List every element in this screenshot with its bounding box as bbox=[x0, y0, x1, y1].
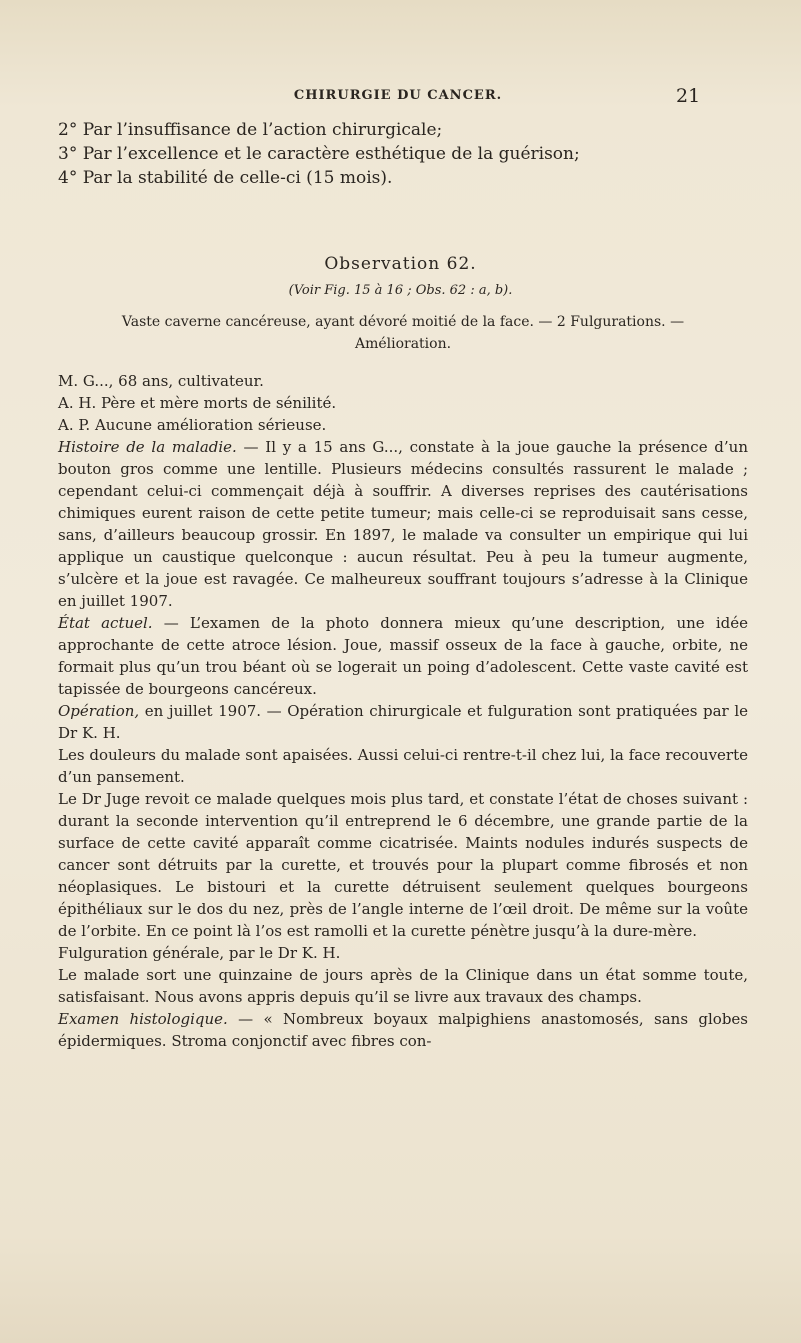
paragraph-text: — L’examen de la photo donnera mieux qu’une description, une idée approchante de cette atroce lésion. Joue, massif osseux de la face à gauche, orbite, ne formait plus qu’un trou béant où se logerait un poing d’adolescent. Cette vaste cavité est tapissée de bourgeons cancéreux. bbox=[58, 614, 748, 698]
conclusion-list bbox=[58, 118, 748, 190]
operation-paragraph bbox=[58, 700, 748, 744]
section-label: Histoire de la maladie. bbox=[58, 438, 237, 456]
summary-line: Vaste caverne cancéreuse, ayant dévoré moitié de la face. — 2 Fulgurations. — bbox=[121, 314, 685, 330]
paragraph: Le Dr Juge revoit ce malade quelques mois plus tard, et constate l’état de choses suivant : durant la seconde intervention qu’il entreprend le 6 décembre, une grande partie de la surface de cette cavité apparaît comme cicatrisée. Maints nodules indurés suspects de cancer sont détruits par la curette, et trouvés pour la plupart comme fibrosés et non néoplasiques. Le bistouri et la curette détruisent seulement quelques bourgeons épithéliaux sur le dos du nez, près de l’angle interne de l’œil droit. De même sur la voûte de l’orbite. En ce point là l’os est ramolli et la curette pénètre jusqu’à la dure-mère. bbox=[58, 790, 748, 940]
personal-history: A. P. Aucune amélioration sérieuse. bbox=[58, 416, 327, 434]
page-number: 21 bbox=[676, 85, 701, 107]
current-state-paragraph bbox=[58, 612, 748, 700]
paragraph-text: — Il y a 15 ans G..., constate à la joue gauche la présence d’un bouton gros comme une lentille. Plusieurs médecins consultés rassurent le malade ; cependant celui-ci commençait déjà à souffrir. A diverses reprises des cautérisations chimiques eurent raison de cette petite tumeur; mais celle-ci se reproduisait sans cesse, sans, d’ailleurs beaucoup grossir. En 1897, le malade va consulter un empirique qui lui applique un caustique quelconque : aucun résultat. Peu à peu la tumeur augmente, s’ulcère et la joue est ravagée. Ce malheureux souffrant toujours s’adresse à la Clinique en juillet 1907. bbox=[58, 438, 748, 610]
list-item: 2° Par l’insuffisance de l’action chirurgicale; bbox=[58, 120, 443, 140]
list-item: 4° Par la stabilité de celle-ci (15 mois). bbox=[58, 168, 393, 188]
paragraph-text: en juillet 1907. — Opération chirurgicale et fulguration sont pratiquées par le Dr K. H. bbox=[58, 702, 748, 742]
paragraph: Fulguration générale, par le Dr K. H. bbox=[58, 944, 341, 962]
family-history: A. H. Père et mère morts de sénilité. bbox=[58, 394, 337, 412]
histology-paragraph bbox=[58, 1008, 748, 1052]
summary-line: Amélioration. bbox=[354, 336, 452, 352]
figure-reference: (Voir Fig. 15 à 16 ; Obs. 62 : a, b). bbox=[288, 283, 513, 298]
observation-title: Observation 62. bbox=[324, 254, 477, 274]
paragraph: Les douleurs du malade sont apaisées. Aussi celui-ci rentre-t-il chez lui, la face recouverte d’un pansement. bbox=[58, 746, 748, 786]
paragraph-text: — « Nombreux boyaux malpighiens anastomosés, sans globes épidermiques. Stroma conjonctif avec fibres con- bbox=[58, 1010, 748, 1050]
case-report-body bbox=[58, 370, 748, 1052]
running-head: CHIRURGIE DU CANCER. bbox=[293, 88, 503, 103]
section-label: Examen histologique. bbox=[58, 1010, 228, 1028]
history-paragraph bbox=[58, 436, 748, 612]
section-label: Opération, bbox=[58, 702, 140, 720]
list-item: 3° Par l’excellence et le caractère esthétique de la guérison; bbox=[58, 144, 580, 164]
section-label: État actuel. bbox=[58, 614, 153, 632]
patient-line: M. G..., 68 ans, cultivateur. bbox=[58, 372, 264, 390]
paragraph: Le malade sort une quinzaine de jours après de la Clinique dans un état somme toute, satisfaisant. Nous avons appris depuis qu’il se livre aux travaux des champs. bbox=[58, 966, 748, 1006]
page-header bbox=[0, 85, 801, 112]
observation-summary bbox=[58, 311, 748, 355]
